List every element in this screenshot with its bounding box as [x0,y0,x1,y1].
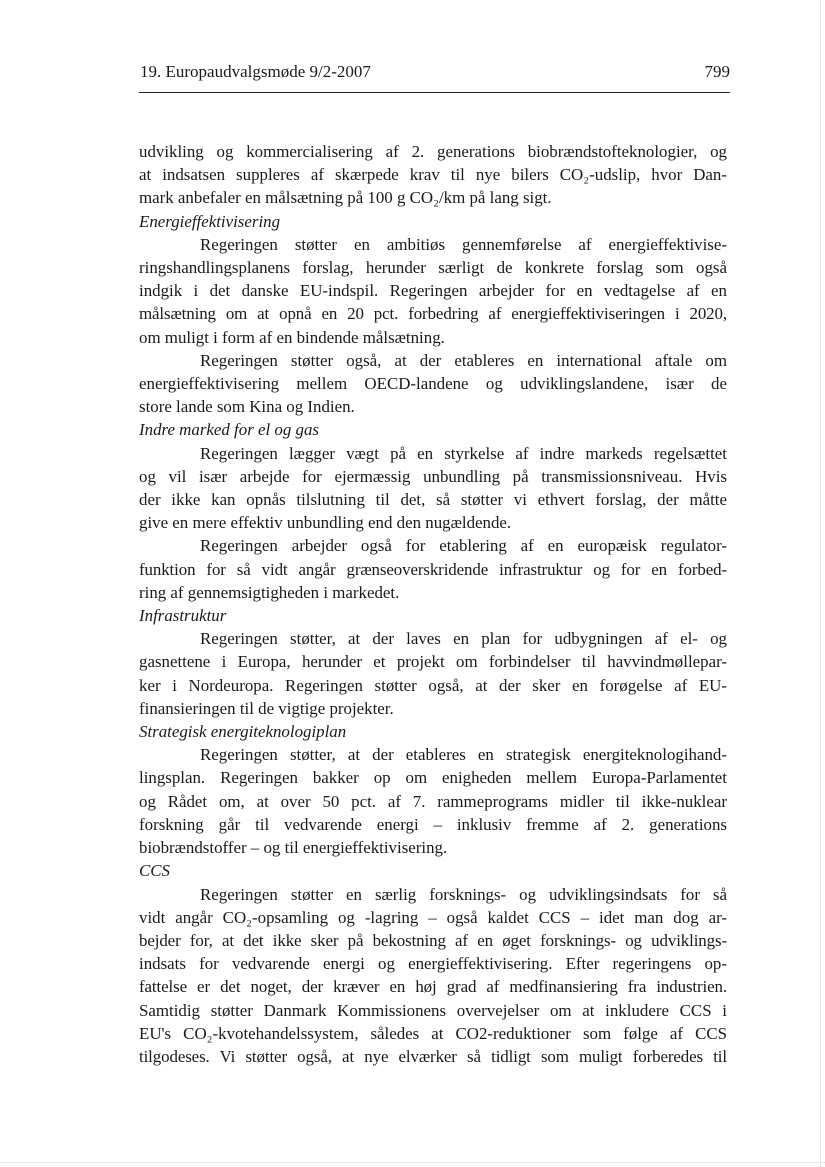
text-line: tilgodeses. Vi støtter også, at nye elværker så tidligt som muligt forberedes til [139,1046,727,1066]
text-line: Regeringen støtter også, at der etableres en international aftale om [200,350,727,370]
text-line: EU's CO₂-kvotehandelssystem, således at CO2-reduktioner som følge af CCS [139,1023,727,1043]
text-line: Regeringen lægger vægt på en styrkelse af indre markeds regelsættet [200,443,727,463]
text-line: give en mere effektiv unbundling end den nugældende. [139,513,512,533]
text-line: fattelse er det noget, der kræver en høj grad af medfinansiering fra industrien. [139,977,727,997]
section-heading-infrastruktur: Infrastruktur [139,606,227,626]
text-line: Regeringen støtter, at der etableres en strategisk energiteknologihand- [200,745,727,765]
text-line: lingsplan. Regeringen bakker op om enigheden mellem Europa-Parlamentet [139,768,727,788]
text-line: Regeringen støtter en ambitiøs gennemførelse af energieffektivise- [200,234,727,254]
text-line: Regeringen støtter, at der laves en plan for udbygningen af el- og [200,629,727,649]
text-line: at indsatsen suppleres af skærpede krav til nye bilers CO₂-udslip, hvor Dan- [139,165,727,185]
text-line: Regeringen arbejder også for etablering af en europæisk regulator- [200,536,727,556]
text-line: finansieringen til de vigtige projekter. [139,698,394,718]
text-line: ring af gennemsigtigheden i markedet. [139,582,400,602]
text-line: der ikke kan opnås tilslutning til det, så støtter vi ethvert forslag, der måtte [139,490,727,510]
text-line: energieffektivisering mellem OECD-landene og udviklingslandene, især de [139,374,727,394]
text-line: indgik i det danske EU-indspil. Regeringen arbejder for en vedtagelse af en [139,281,727,301]
text-line: Samtidig støtter Danmark Kommissionens overvejelser om at inkludere CCS i [139,1000,727,1020]
text-line: bejder for, at det ikke sker på bekostning af en øget forsknings- og udviklings- [139,930,727,950]
text-line: ker i Nordeuropa. Regeringen støtter også, at der sker en forøgelse af EU- [139,675,727,695]
running-title: 19. Europaudvalgsmøde 9/2-2007 [140,62,371,81]
running-header [140,62,730,82]
text-line: vidt angår CO₂-opsamling og -lagring – også kaldet CCS – idet man dog ar- [139,907,727,927]
text-line: mark anbefaler en målsætning på 100 g CO₂/km på lang sigt. [139,188,552,208]
text-line: funktion for så vidt angår grænseoverskridende infrastruktur og for en forbed- [139,559,727,579]
body-text [139,140,727,1068]
text-line: om muligt i form af en bindende målsætning. [139,327,445,347]
text-line: forskning går til vedvarende energi – inklusiv fremme af 2. generations [139,814,727,834]
text-line: ringshandlingsplanens forslag, herunder særligt de konkrete forslag som også [139,258,727,278]
section-heading-energieffektivisering: Energieffektivisering [139,211,281,231]
text-line: Regeringen støtter en særlig forsknings- og udviklingsindsats for så [200,884,727,904]
section-heading-strategisk-energiteknologiplan: Strategisk energiteknologiplan [139,722,347,742]
section-heading-indre-marked: Indre marked for el og gas [139,420,319,440]
section-heading-ccs: CCS [139,861,170,881]
text-line: målsætning om at opnå en 20 pct. forbedring af energieffektiviseringen i 2020, [139,304,727,324]
text-line: indsats for vedvarende energi og energieffektivisering. Efter regeringens op- [139,954,727,974]
text-line: gasnettene i Europa, herunder et projekt om forbindelser til havvindmøllepar- [139,652,727,672]
page-number: 799 [704,62,730,81]
text-line: udvikling og kommercialisering af 2. generations biobrændstofteknologier, og [139,142,727,161]
text-line: store lande som Kina og Indien. [139,397,355,417]
text-line: og vil især arbejde for ejermæssig unbundling på transmissionsniveau. Hvis [139,466,727,486]
text-line: og Rådet om, at over 50 pct. af 7. rammeprograms midler til ikke-nuklear [139,791,727,811]
header-rule [139,92,730,93]
page-edge-bottom [0,1161,825,1163]
text-line: biobrændstoffer – og til energieffektivisering. [139,838,448,858]
page-edge-right [819,0,821,1167]
